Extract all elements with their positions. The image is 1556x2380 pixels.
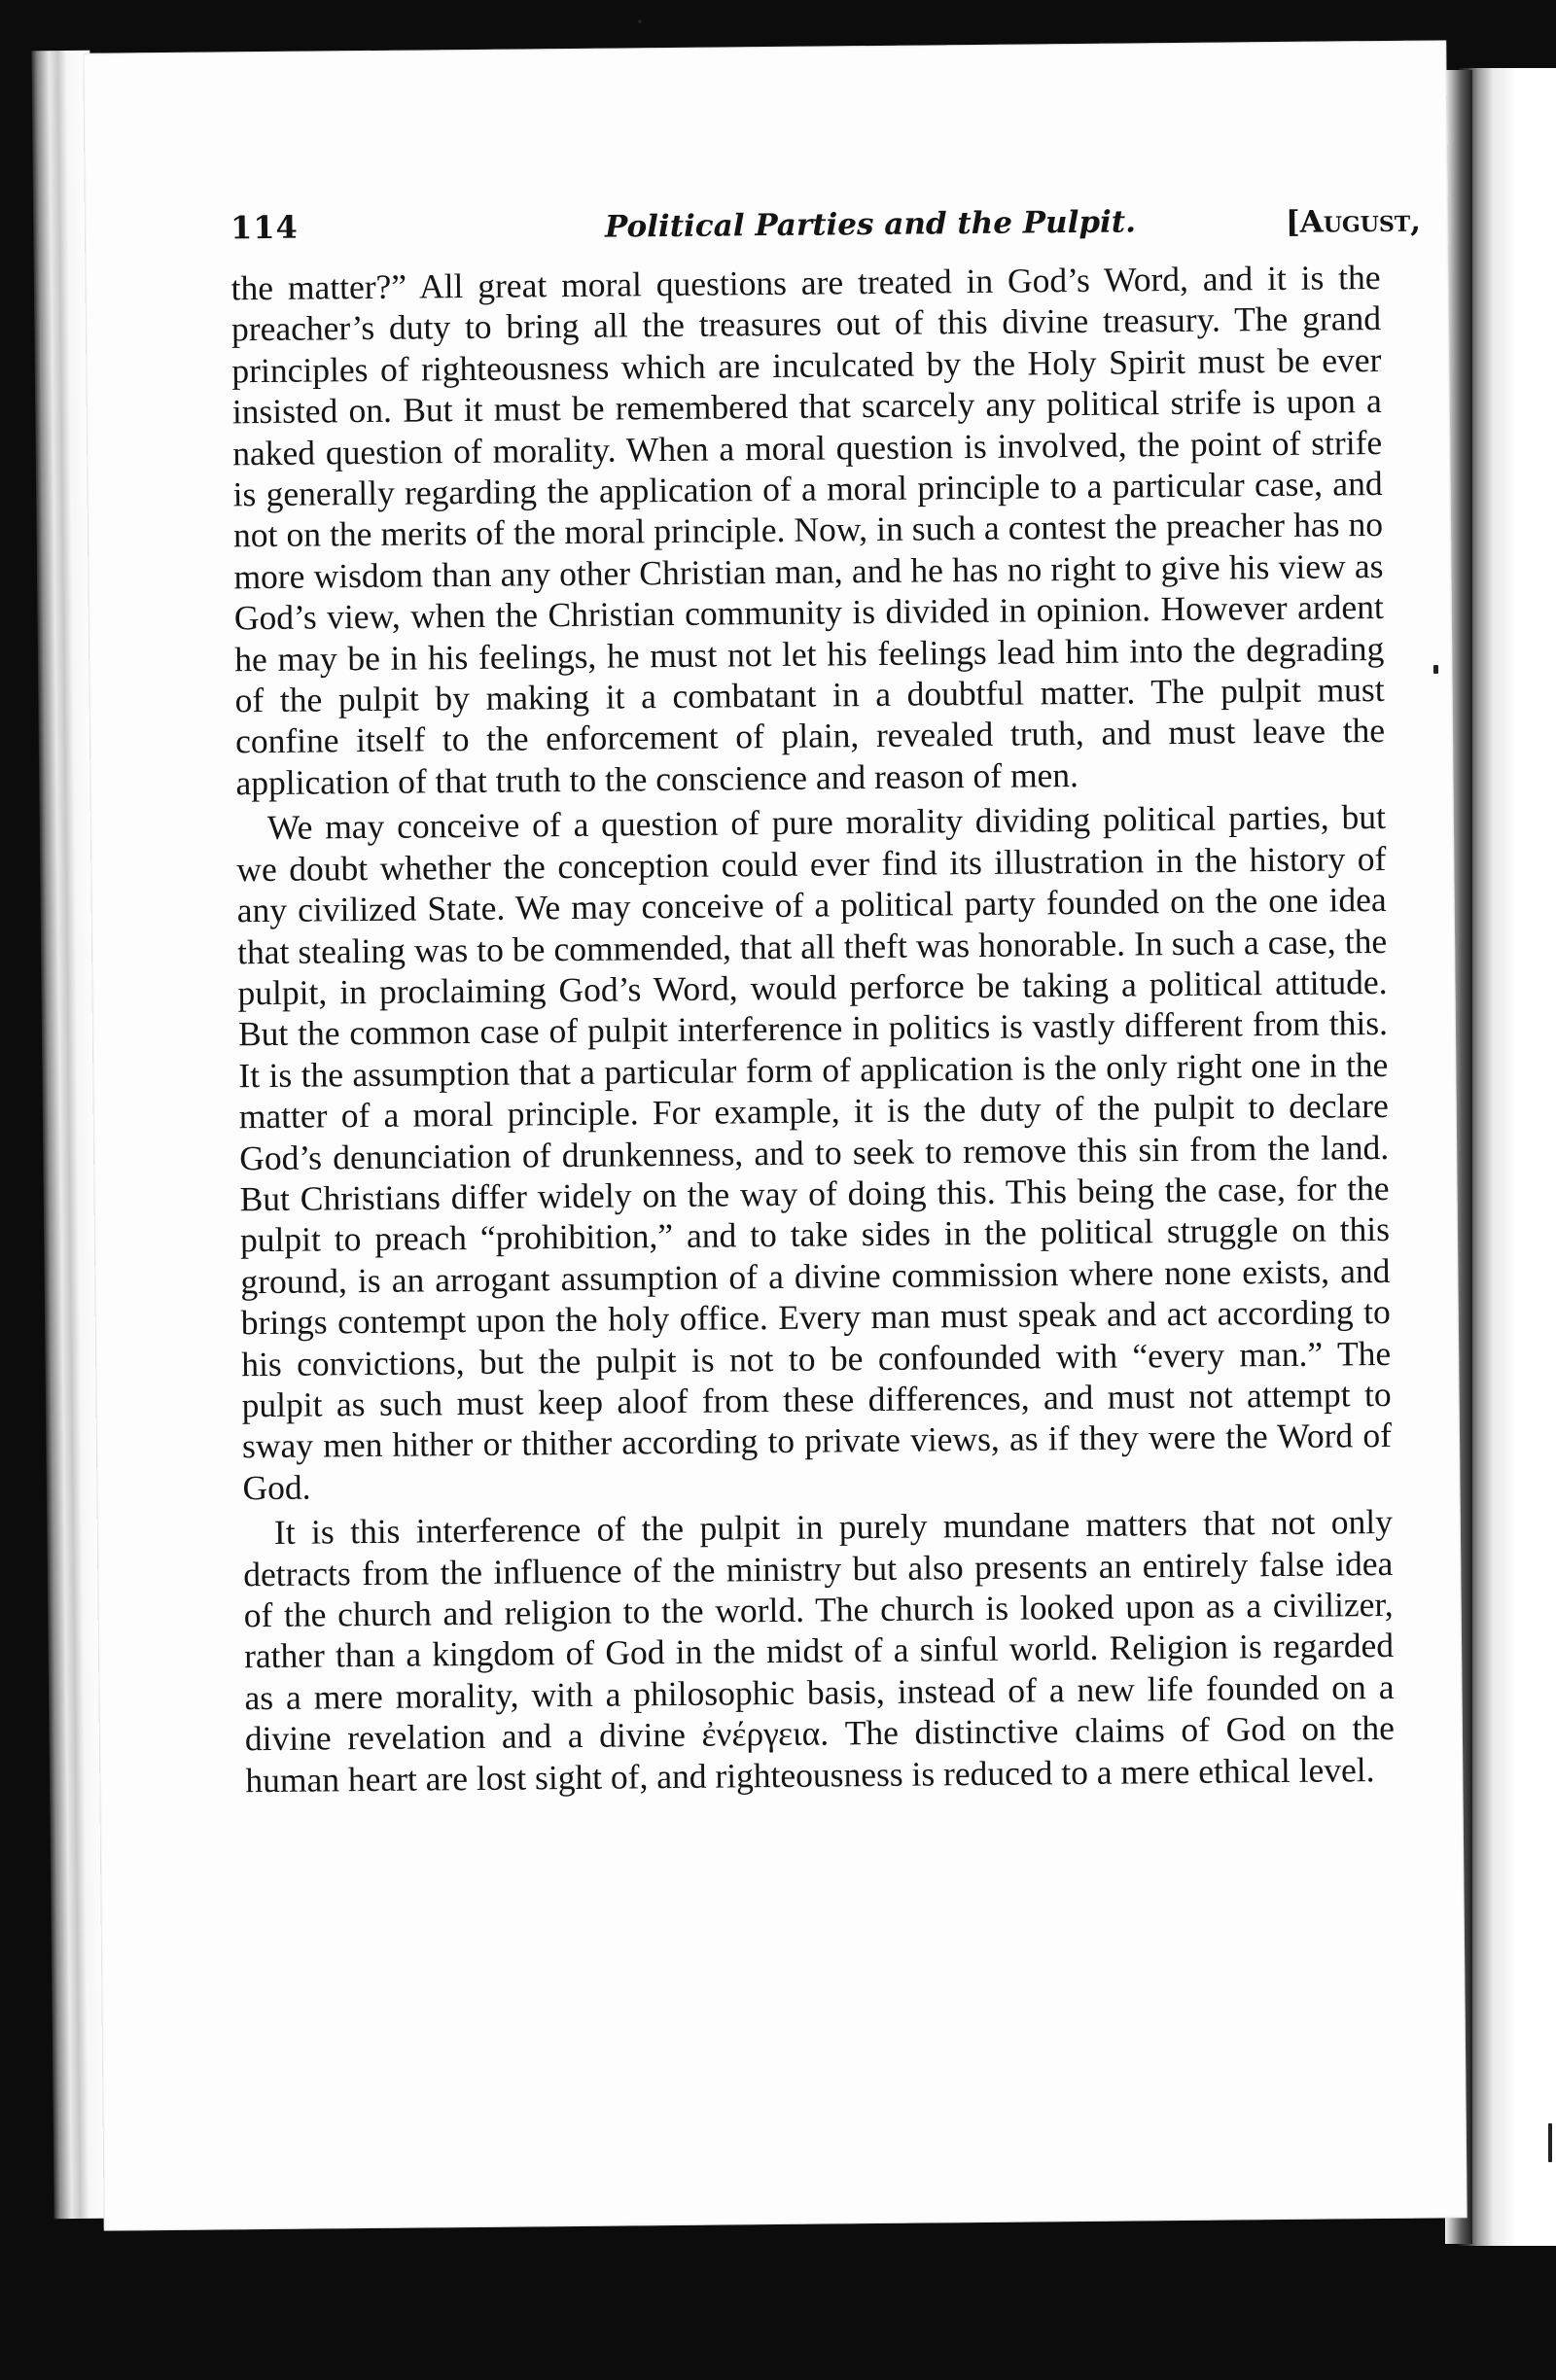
issue-date-tag: [August, [1285, 203, 1422, 240]
paragraph: It is this interference of the pulpit in purely mundane matters that not only detracts from the influence of the ministry but also presents an entirely false idea of the church and religion to the world. The church is looked upon as a civilizer, rather than a kingdom of God in the midst of a sinful world. Religion is regarded as a mere morality, with a philosophic basis, instead of a new life founded on a divine revelation and a divine ἐνέργεια. The distinctive claims of God on the human heart are lost sight of, and righteousness is reduced to a mere ethical level. [243, 1502, 1396, 1800]
scan-speck [638, 19, 642, 23]
book-page [83, 40, 1467, 2230]
running-title: Political Parties and the Pulpit. [604, 204, 1137, 245]
paragraph-continued: the matter?” All great moral questions are treated in God’s Word, and it is the preacher’s duty to bring all the treasures out of this divine treasury. The grand principles of righteousness which are inculcated by the Holy Spirit must be ever insisted on. But it must be remembered that scarcely any political strife is upon a naked question of morality. When a moral question is involved, the point of strife is generally regarding the application of a moral principle to a particular case, and not on the merits of the moral principle. Now, in such a contest the preacher has no more wisdom than any other Christian man, and he has no right to give his view as God’s view, when the Christian community is divided in opinion. However ardent he may be in his feelings, he must not let his feelings lead him into the degrading of the pulpit by making it a combatant in a doubtful matter. The pulpit must confine itself to the enforcement of plain, revealed truth, and must leave the application of that truth to the conscience and reason of men. [230, 257, 1386, 803]
scan-speck [1548, 2123, 1552, 2162]
paragraph: We may conceive of a question of pure morality dividing political parties, but we doubt whether the conception could ever find its illustration in the history of any civilized State. We may conceive of a political party founded on the one idea that stealing was to be commended, that all theft was honorable. In such a case, the pulpit, in proclaiming God’s Word, would perforce be taking a political attitude. But the common case of pulpit interference in politics is vastly different from this. It is the assumption that a particular form of application is the only right one in the matter of a moral principle. For example, it is the duty of the pulpit to declare God’s denunciation of drunkenness, and to seek to remove this sin from the land. But Christians differ widely on the way of doing this. This being the case, for the pulpit to preach “prohibition,” and to take sides in the political struggle on this ground, is an arrogant assumption of a divine commission where none exists, and brings contempt upon the holy office. Every man must speak and act according to his convictions, but the pulpit is not to be confounded with “every man.” The pulpit as such must keep aloof from these differences, and must not attempt to sway men hither or thither according to private views, as if they were the Word of God. [236, 797, 1393, 1508]
page-number: 114 [230, 208, 299, 247]
scan-speck [1433, 665, 1438, 674]
facing-page-edge [1459, 68, 1556, 2246]
article-body [230, 257, 1395, 1801]
running-header [230, 158, 1422, 247]
